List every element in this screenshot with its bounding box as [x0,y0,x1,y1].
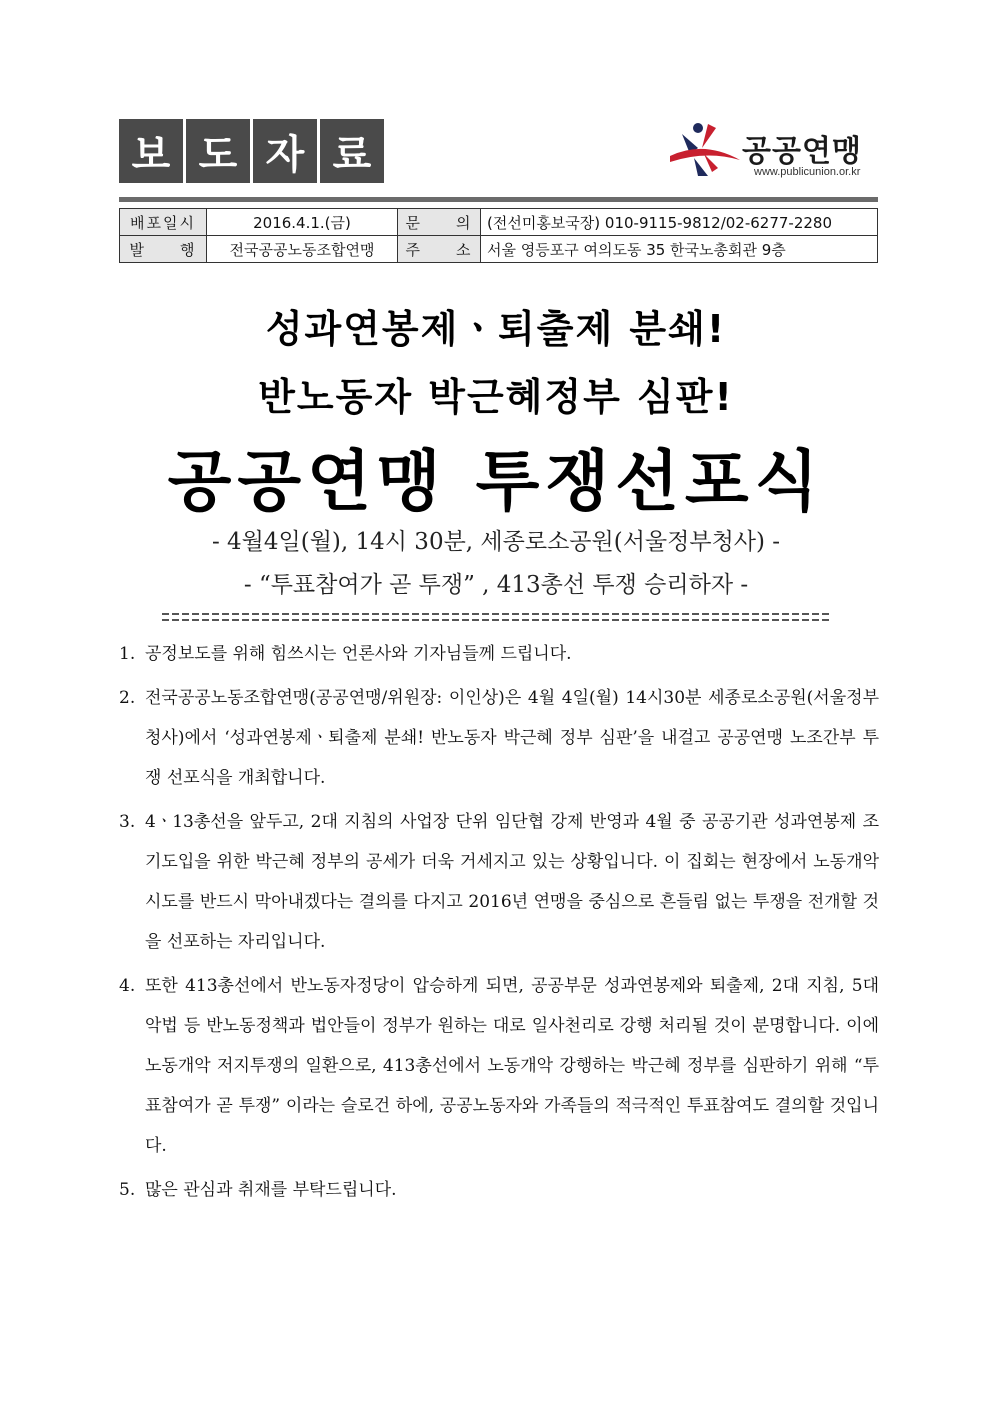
double-dashed-divider [162,619,830,621]
item-text: 전국공공노동조합연맹(공공연맹/위원장: 이인상)은 4월 4일(월) 14시30분 세종로소공원(서울정부청사)에서 ‘성과연봉제ㆍ퇴출제 분쇄! 반노동자 박근혜 정부 심판’을 내걸고 공공연맹 노조간부 투쟁 선포식을 개최합니다. [145,688,879,788]
item-number: 3. [119,812,136,832]
contact-label: 문 의 [398,209,481,236]
list-item [119,1170,879,1210]
issuer-value: 전국공공노동조합연맹 [207,236,398,263]
label-char: 자 [253,119,317,183]
headline-title: 공공연맹 투쟁선포식 [167,443,825,520]
item-number: 5. [119,1180,136,1200]
header-divider [119,197,878,202]
item-text: 많은 관심과 취재를 부탁드립니다. [145,1180,397,1200]
contact-value: (전선미홍보국장) 010-9115-9812/02-6277-2280 [481,209,878,236]
event-slogan: - “투표참여가 곧 투쟁” , 413총선 투쟁 승리하자 - [243,572,749,598]
list-item [119,634,879,674]
date-label: 배포일시 [120,209,207,236]
label-char: 도 [186,119,250,183]
address-value: 서울 영등포구 여의도동 35 한국노총회관 9층 [481,236,878,263]
logo-wordmark: 공공연맹 [742,134,862,169]
label-char: 료 [320,119,384,183]
union-logo-icon [668,118,746,180]
body-list [119,634,879,1210]
info-row [120,209,878,236]
item-text: 공정보도를 위해 힘쓰시는 언론사와 기자님들께 드립니다. [145,644,572,664]
item-text: 또한 413총선에서 반노동자정당이 압승하게 되면, 공공부문 성과연봉제와 퇴출제, 2대 지침, 5대 악법 등 반노동정책과 법안들이 정부가 원하는 대로 일사천리로 강행 처리될 것이 분명합니다. 이에 노동개악 저지투쟁의 일환으로, 413총선에서 노동개악 강행하는 박근혜 정부를 심판하기 위해 “투표참여가 곧 투쟁” 이라는 슬로건 하에, 공공노동자와 가족들의 적극적인 투표참여도 결의할 것입니다. [145,976,879,1156]
headline-line-2: 반노동자 박근혜정부 심판! [258,375,734,419]
double-dashed-divider [162,613,830,615]
list-item [119,802,879,962]
item-number: 2. [119,688,136,708]
info-table [119,208,878,263]
address-label: 주 소 [398,236,481,263]
list-item [119,966,879,1166]
item-number: 1. [119,644,136,664]
info-row [120,236,878,263]
list-item [119,678,879,798]
date-value: 2016.4.1.(금) [207,209,398,236]
union-logo [668,118,878,182]
event-details: - 4월4일(월), 14시 30분, 세종로소공원(서울정부청사) - [211,529,781,555]
item-number: 4. [119,976,136,996]
headline-line-1: 성과연봉제ㆍ퇴출제 분쇄! [265,307,727,351]
press-release-label [119,119,384,183]
item-text: 4ㆍ13총선을 앞두고, 2대 지침의 사업장 단위 임단협 강제 반영과 4월 중 공공기관 성과연봉제 조기도입을 위한 박근혜 정부의 공세가 더욱 거세지고 있는 상황입니다. 이 집회는 현장에서 노동개악시도를 반드시 막아내겠다는 결의를 다지고 2016년 연맹을 중심으로 흔들림 없는 투쟁을 전개할 것을 선포하는 자리입니다. [145,812,879,952]
label-char: 보 [119,119,183,183]
issuer-label: 발 행 [120,236,207,263]
logo-url: www.publicunion.or.kr [754,166,861,178]
